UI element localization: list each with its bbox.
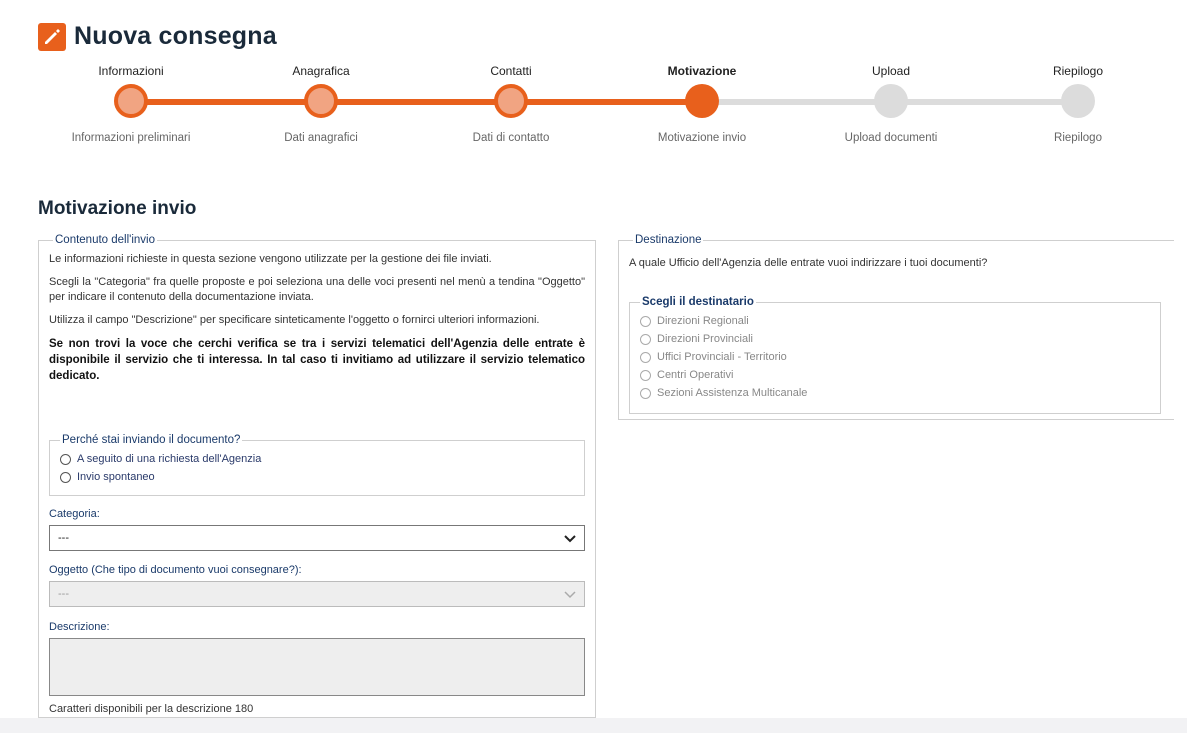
radio-button — [640, 388, 651, 399]
recipient-option-uffici-provinciali — [640, 348, 1150, 366]
chevron-down-icon — [564, 587, 576, 602]
radio-label: Centri Operativi — [657, 369, 734, 381]
reason-legend: Perché stai inviando il documento? — [62, 434, 241, 446]
recipient-option-sezioni-assistenza — [640, 384, 1150, 402]
step-informazioni[interactable] — [41, 62, 221, 144]
step-title: Anagrafica — [292, 64, 350, 78]
step-upload — [801, 62, 981, 144]
destination-fieldset — [618, 234, 1174, 420]
reason-option-request[interactable] — [60, 450, 574, 468]
description-instructions: Utilizza il campo "Descrizione" per specificare sinteticamente l'oggetto o fornirci ulteriori informazioni. — [49, 314, 540, 326]
step-subtitle: Dati di contatto — [472, 132, 550, 144]
info-paragraph: Le informazioni richieste in questa sezione vengono utilizzate per la gestione dei file inviati. — [49, 253, 492, 265]
section-title: Motivazione invio — [38, 198, 197, 219]
destination-question: A quale Ufficio dell'Agenzia delle entrate vuoi indirizzare i tuoi documenti? — [629, 257, 988, 269]
category-select-value: --- — [58, 532, 69, 544]
recipient-option-centri-operativi — [640, 366, 1150, 384]
recipient-legend: Scegli il destinatario — [642, 296, 754, 308]
description-textarea[interactable] — [49, 638, 585, 696]
step-title: Riepilogo — [1052, 64, 1104, 78]
step-title: Informazioni — [98, 64, 164, 78]
radio-label: Sezioni Assistenza Multicanale — [657, 387, 808, 399]
step-subtitle: Dati anagrafici — [284, 132, 358, 144]
step-dot — [304, 84, 338, 118]
recipient-option-direzioni-provinciali — [640, 330, 1150, 348]
object-select — [49, 581, 585, 607]
category-label: Categoria: — [49, 508, 100, 520]
description-char-counter: Caratteri disponibili per la descrizione 180 — [49, 703, 254, 715]
reason-option-spontaneous[interactable] — [60, 468, 574, 486]
radio-label: Direzioni Regionali — [657, 315, 749, 327]
step-anagrafica[interactable] — [231, 62, 411, 144]
step-title: Motivazione — [667, 64, 737, 78]
step-title: Upload — [871, 64, 911, 78]
step-dot — [685, 84, 719, 118]
step-riepilogo — [988, 62, 1168, 144]
category-instructions: Scegli la "Categoria" fra quelle proposte e poi seleziona una delle voci presenti nel menù a tendina "Oggetto" per indicare il contenuto della documentazione inviata. — [49, 276, 585, 303]
radio-label: Invio spontaneo — [77, 471, 155, 483]
step-subtitle: Informazioni preliminari — [71, 132, 191, 144]
radio-button — [640, 334, 651, 345]
radio-button[interactable] — [60, 454, 71, 465]
reason-fieldset — [49, 434, 585, 496]
step-dot — [114, 84, 148, 118]
step-title: Contatti — [490, 64, 532, 78]
step-motivazione — [612, 62, 792, 144]
object-select-value: --- — [58, 588, 69, 600]
progress-stepper — [0, 62, 1187, 152]
content-fieldset — [38, 234, 596, 718]
category-select[interactable] — [49, 525, 585, 551]
description-label: Descrizione: — [49, 621, 110, 633]
radio-label: A seguito di una richiesta dell'Agenzia — [77, 453, 262, 465]
content-legend: Contenuto dell'invio — [55, 234, 156, 246]
step-subtitle: Riepilogo — [1054, 132, 1102, 144]
radio-label: Direzioni Provinciali — [657, 333, 753, 345]
chevron-down-icon — [564, 531, 576, 546]
step-subtitle: Upload documenti — [844, 132, 938, 144]
object-label: Oggetto (Che tipo di documento vuoi consegnare?): — [49, 564, 302, 576]
radio-label: Uffici Provinciali - Territorio — [657, 351, 787, 363]
page-header — [38, 22, 277, 51]
step-dot — [494, 84, 528, 118]
step-dot — [874, 84, 908, 118]
page-footer-strip — [0, 718, 1187, 733]
recipient-option-direzioni-regionali — [640, 312, 1150, 330]
radio-button — [640, 370, 651, 381]
radio-button — [640, 352, 651, 363]
step-subtitle: Motivazione invio — [657, 132, 747, 144]
telematic-services-notice: Se non trovi la voce che cerchi verifica se tra i servizi telematici dell'Agenzia delle entrate è disponibile il servizio che ti interessa. In tal caso ti invitiamo ad utilizzare il servizio telematico dedicato. — [49, 338, 585, 382]
step-dot — [1061, 84, 1095, 118]
step-contatti[interactable] — [421, 62, 601, 144]
edit-icon — [38, 23, 66, 51]
recipient-fieldset — [629, 296, 1161, 414]
radio-button — [640, 316, 651, 327]
page-title: Nuova consegna — [74, 22, 277, 50]
radio-button[interactable] — [60, 472, 71, 483]
destination-legend: Destinazione — [635, 234, 702, 246]
